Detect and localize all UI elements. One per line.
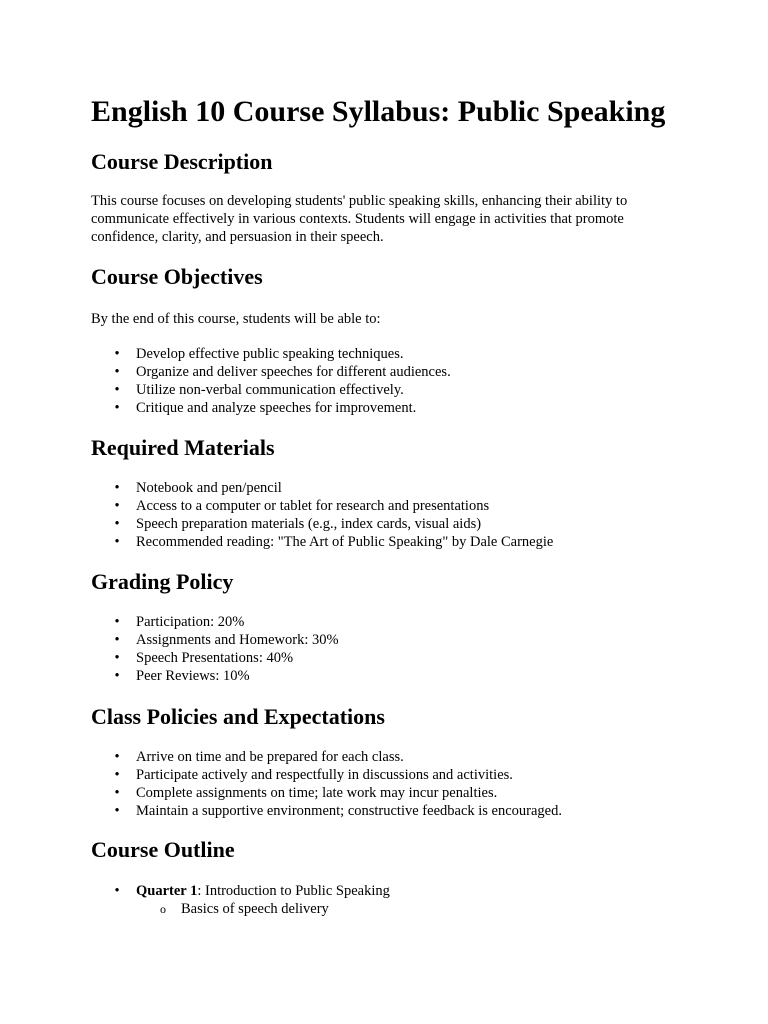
list-item bbox=[91, 882, 390, 900]
list-item: • Critique and analyze speeches for improvement. bbox=[91, 399, 451, 417]
course-description-text: This course focuses on developing students' public speaking skills, enhancing their ability to communicate effectively in various contexts. Students will engage in activities that promote confidence, clarity, and persuasion in their speech. bbox=[91, 193, 628, 245]
list-item: • Assignments and Homework: 30% bbox=[91, 631, 339, 649]
list-item: • Arrive on time and be prepared for each class. bbox=[91, 748, 562, 766]
quarter-title: : Introduction to Public Speaking bbox=[197, 883, 390, 899]
heading-course-outline: Course Outline bbox=[91, 837, 235, 862]
list-item: • Notebook and pen/pencil bbox=[91, 479, 553, 497]
list-item: • Access to a computer or tablet for research and presentations bbox=[91, 497, 553, 515]
outline-list bbox=[91, 882, 390, 900]
list-item: • Maintain a supportive environment; constructive feedback is encouraged. bbox=[91, 802, 562, 820]
outline-sublist bbox=[91, 900, 329, 918]
bullet-icon: • bbox=[114, 749, 120, 765]
list-item: • Participate actively and respectfully in discussions and activities. bbox=[91, 766, 562, 784]
quarter-label: Quarter 1 bbox=[136, 883, 198, 899]
bullet-icon: • bbox=[114, 516, 120, 532]
circle-bullet-icon: o bbox=[160, 902, 166, 916]
list-item: • Develop effective public speaking techniques. bbox=[91, 345, 451, 363]
bullet-icon: • bbox=[114, 803, 120, 819]
page-title: English 10 Course Syllabus: Public Speaking bbox=[91, 95, 666, 128]
bullet-icon: • bbox=[114, 346, 120, 362]
heading-course-objectives: Course Objectives bbox=[91, 264, 263, 289]
list-item: • Peer Reviews: 10% bbox=[91, 667, 339, 685]
heading-class-policies: Class Policies and Expectations bbox=[91, 704, 385, 729]
bullet-icon: • bbox=[114, 767, 120, 783]
list-item: • Recommended reading: "The Art of Public Speaking" by Dale Carnegie bbox=[91, 533, 553, 551]
grading-list bbox=[91, 613, 339, 685]
policies-list bbox=[91, 748, 562, 820]
bullet-icon: • bbox=[114, 883, 120, 899]
list-item: • Speech preparation materials (e.g., index cards, visual aids) bbox=[91, 515, 553, 533]
bullet-icon: • bbox=[114, 632, 120, 648]
heading-required-materials: Required Materials bbox=[91, 435, 275, 460]
list-item: • Organize and deliver speeches for different audiences. bbox=[91, 363, 451, 381]
bullet-icon: • bbox=[114, 785, 120, 801]
list-item: • Complete assignments on time; late work may incur penalties. bbox=[91, 784, 562, 802]
objectives-intro: By the end of this course, students will be able to: bbox=[91, 311, 381, 327]
bullet-icon: • bbox=[114, 498, 120, 514]
list-item: • Participation: 20% bbox=[91, 613, 339, 631]
bullet-icon: • bbox=[114, 382, 120, 398]
bullet-icon: • bbox=[114, 614, 120, 630]
bullet-icon: • bbox=[114, 534, 120, 550]
list-item: o Basics of speech delivery bbox=[91, 900, 329, 918]
materials-list bbox=[91, 479, 553, 551]
bullet-icon: • bbox=[114, 364, 120, 380]
heading-course-description: Course Description bbox=[91, 149, 273, 174]
list-item: • Utilize non-verbal communication effectively. bbox=[91, 381, 451, 399]
bullet-icon: • bbox=[114, 480, 120, 496]
list-item: • Speech Presentations: 40% bbox=[91, 649, 339, 667]
bullet-icon: • bbox=[114, 650, 120, 666]
bullet-icon: • bbox=[114, 668, 120, 684]
heading-grading-policy: Grading Policy bbox=[91, 569, 234, 594]
objectives-list bbox=[91, 345, 451, 417]
bullet-icon: • bbox=[114, 400, 120, 416]
